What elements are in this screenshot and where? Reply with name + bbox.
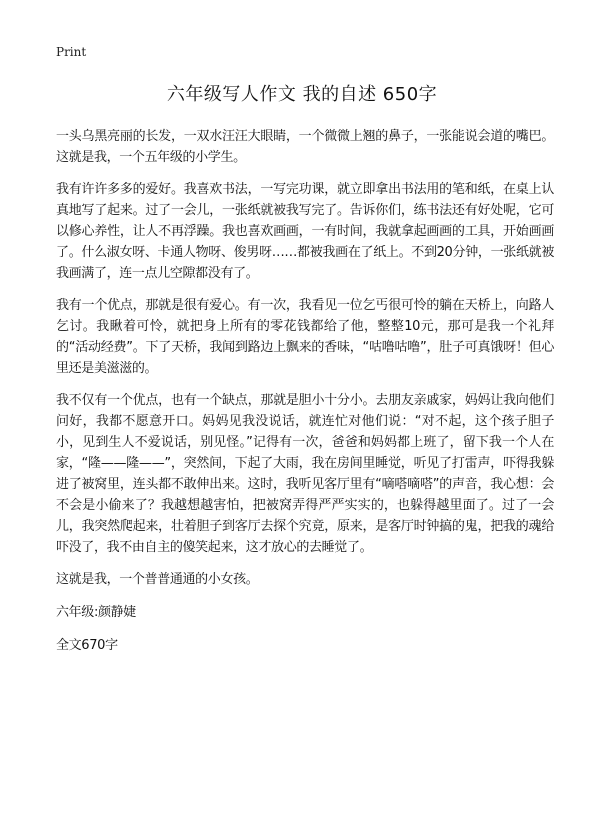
paragraph-conclusion: 这就是我，一个普普通通的小女孩。 [56,572,259,587]
paragraph-intro: 一头乌黑亮丽的长发，一双水汪汪大眼睛，一个微微上翘的鼻子，一张能说会道的嘴巴。这就是我，一个五年级的小学生。 [56,129,554,165]
print-link[interactable]: Print [56,45,87,59]
paragraph-strength: 我有一个优点，那就是很有爱心。有一次，我看见一位乞丐很可怜的躺在天桥上，向路人乞讨。我瞅着可怜，就把身上所有的零花钱都给了他，整整10元，那可是我一个礼拜的“活动经费”。下了天桥，我闻到路边上飘来的香味，“咕噜咕噜”，肚子可真饿呀！但心里还是美滋滋的。 [56,298,554,376]
word-count: 全文670字 [56,638,118,653]
paragraph-hobbies: 我有许许多多的爱好。我喜欢书法，一写完功课，就立即拿出书法用的笔和纸，在桌上认真地写了起来。过了一会儿，一张纸就被我写完了。告诉你们，练书法还有好处呢，它可以修心养性，让人不再浮躁。我也喜欢画画，一有时间，我就拿起画画的工具，开始画画了。什么淑女呀、卡通人物呀、俊男呀……都被我画在了纸上。不到20分钟，一张纸就被我画满了，连一点儿空隙都没有了。 [56,182,554,281]
article-title: 六年级写人作文 我的自述 650字 [166,84,438,105]
author-line: 六年级:颜静婕 [56,605,136,620]
paragraph-weakness: 我不仅有一个优点，也有一个缺点，那就是胆小十分小。去朋友亲戚家，妈妈让我向他们问好，我都不愿意开口。妈妈见我没说话，就连忙对他们说：“对不起，这个孩子胆子小，见到生人不爱说话，别见怪。”记得有一次，爸爸和妈妈都上班了，留下我一个人在家，“隆——隆——”，突然间，下起了大雨，我在房间里睡觉，听见了打雷声，吓得我躲进了被窝里，连头都不敢伸出来。这时，我听见客厅里有“嘀嗒嘀嗒”的声音，我心想：会不会是小偷来了？我越想越害怕，把被窝弄得严严实实的，也躲得越里面了。过了一会儿，我突然爬起来，壮着胆子到客厅去探个究竟，原来，是客厅时钟搞的鬼，把我的魂给吓没了，我不由自主的傻笑起来，这才放心的去睡觉了。 [56,393,554,555]
